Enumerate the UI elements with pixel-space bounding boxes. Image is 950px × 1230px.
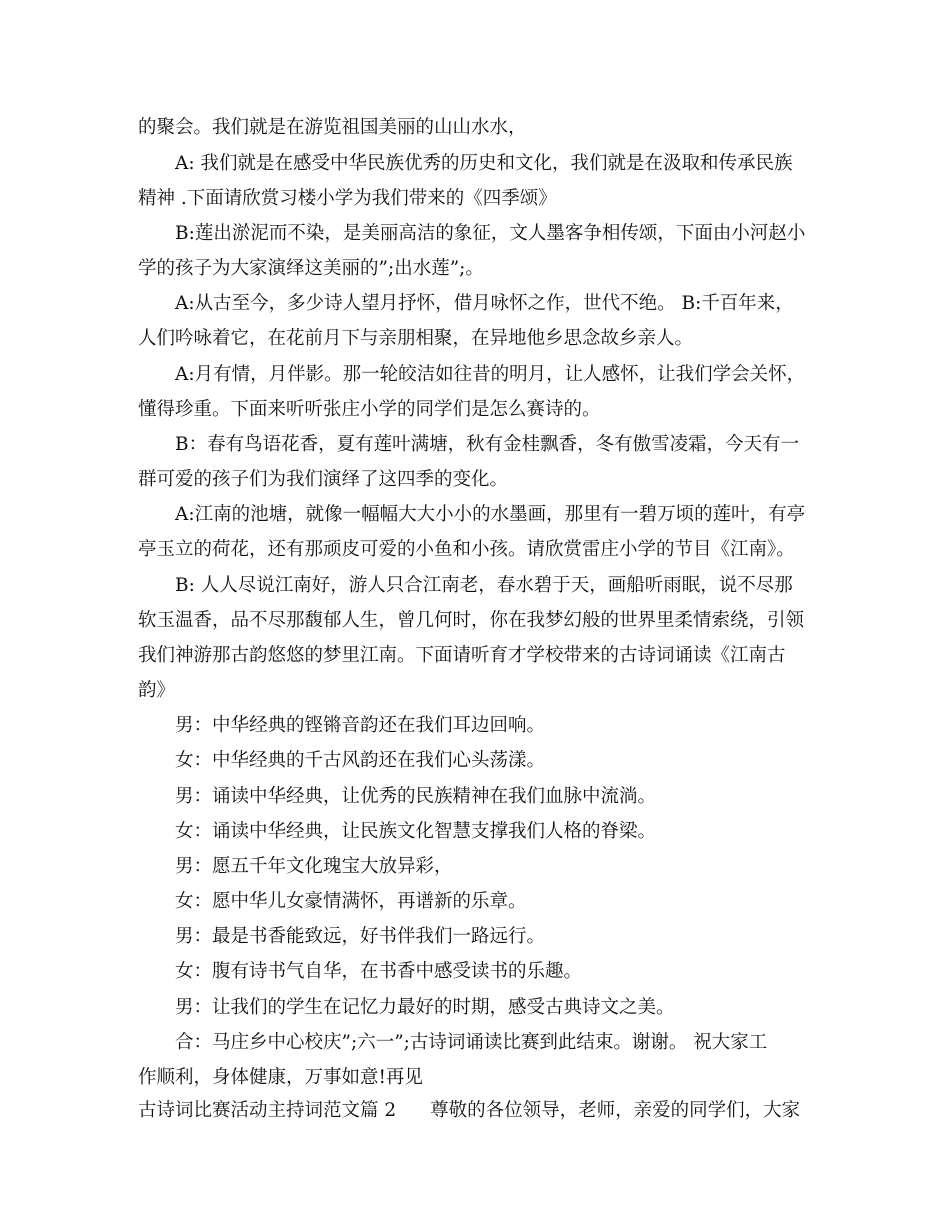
text-line: 男：诵读中华经典，让优秀的民族精神在我们血脉中流淌。 <box>175 786 657 807</box>
text-line: 男：最是书香能致远，好书伴我们一路远行。 <box>175 926 546 947</box>
text-line: 作顺利，身体健康，万事如意!再见 <box>138 1067 423 1088</box>
text-line: 女：愿中华儿女豪情满怀，再谱新的乐章。 <box>175 891 527 912</box>
text-line: 学的孩子为大家演绎这美丽的”;出水莲”;。 <box>138 258 484 279</box>
next-section-text: 尊敬的各位领导，老师，亲爱的同学们，大家 <box>430 1100 801 1121</box>
text-line: B：春有鸟语花香，夏有莲叶满塘，秋有金桂飘香，冬有傲雪凌霜，今天有一 <box>175 434 800 455</box>
text-line: 懂得珍重。下面来听听张庄小学的同学们是怎么赛诗的。 <box>138 399 601 420</box>
text-line: A:从古至今，多少诗人望月抒怀，借月咏怀之作，世代不绝。 B:千百年来， <box>175 293 794 314</box>
text-line: 男：让我们的学生在记忆力最好的时期，感受古典诗文之美。 <box>175 997 675 1018</box>
text-line: 女：中华经典的千古风韵还在我们心头荡漾。 <box>175 750 546 771</box>
text-line: A:江南的池塘，就像一幅幅大大小小的水墨画，那里有一碧万顷的莲叶，有亭 <box>175 504 806 525</box>
text-line: 的聚会。我们就是在游览祖国美丽的山山水水， <box>138 117 527 138</box>
text-line: 软玉温香，品不尽那馥郁人生，曾几何时，你在我梦幻般的世界里柔情索绕，引领 <box>138 610 805 631</box>
text-line: 韵》 <box>138 680 176 701</box>
text-line: 人们吟咏着它，在花前月下与亲朋相聚，在异地他乡思念故乡亲人。 <box>138 328 694 349</box>
text-line: B: 人人尽说江南好，游人只合江南老，春水碧于天，画船听雨眠，说不尽那 <box>175 575 793 596</box>
text-line: 亭玉立的荷花，还有那顽皮可爱的小鱼和小孩。请欣赏雷庄小学的节目《江南》。 <box>138 539 795 560</box>
text-line: A:月有情，月伴影。那一轮皎洁如往昔的明月，让人感怀，让我们学会关怀， <box>175 364 806 385</box>
text-line: 我们神游那古韵悠悠的梦里江南。下面请听育才学校带来的古诗词诵读《江南古 <box>138 645 786 666</box>
text-line: B:莲出淤泥而不染，是美丽高洁的象征，文人墨客争相传颂，下面由小河赵小 <box>175 223 806 244</box>
text-line: 女：腹有诗书气自华，在书香中感受读书的乐趣。 <box>175 961 583 982</box>
text-line: 男：中华经典的铿锵音韵还在我们耳边回响。 <box>175 715 546 736</box>
text-line: 合：马庄乡中心校庆”;六一”;古诗词诵读比赛到此结束。谢谢。 祝大家工 <box>175 1032 768 1053</box>
next-section-title: 古诗词比赛活动主持词范文篇 2 <box>138 1100 397 1121</box>
text-line: A: 我们就是在感受中华民族优秀的历史和文化，我们就是在汲取和传承民族 <box>175 153 793 174</box>
text-line: 男：愿五千年文化瑰宝大放异彩， <box>175 856 453 877</box>
text-line: 群可爱的孩子们为我们演绎了这四季的变化。 <box>138 469 509 490</box>
text-line: 精神 .下面请欣赏习楼小学为我们带来的《四季颂》 <box>138 188 557 209</box>
text-line: 女：诵读中华经典，让民族文化智慧支撑我们人格的脊梁。 <box>175 821 657 842</box>
footer-line <box>138 1100 800 1122</box>
